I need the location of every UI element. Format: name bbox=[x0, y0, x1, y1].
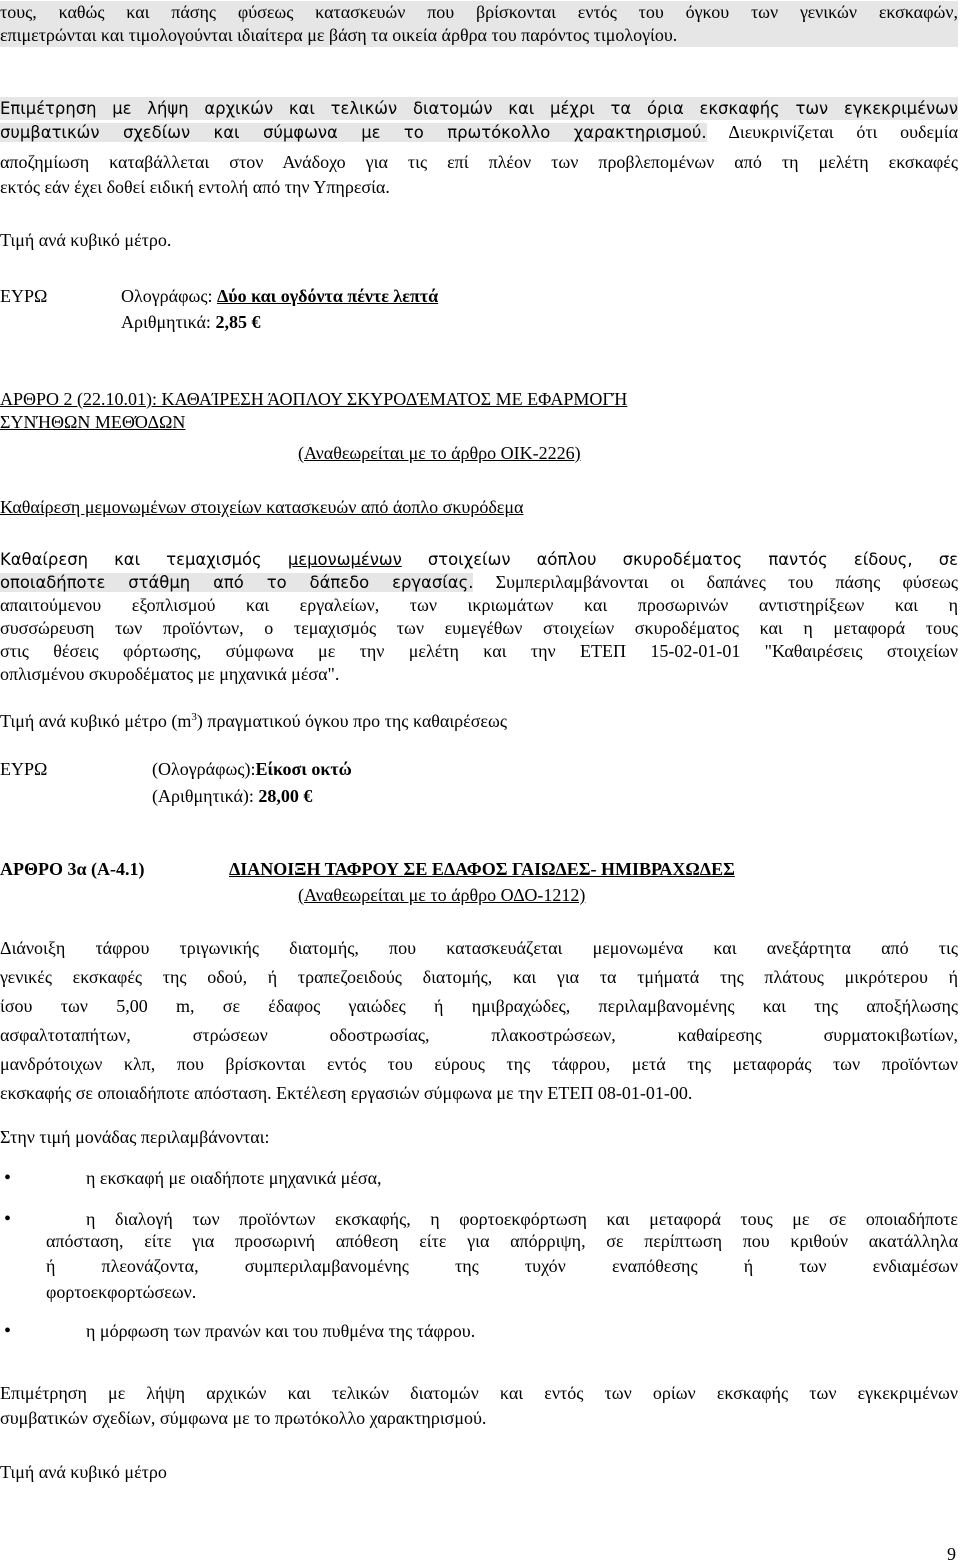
price-number-value: 28,00 bbox=[258, 786, 299, 806]
text: συσσώρευση των προϊόντων, ο τεμαχισμός των ευμεγέθων στοιχείων σκυροδέματος και η μεταφορά τους bbox=[0, 618, 958, 638]
article-3-measure-line-2: συμβατικών σχεδίων, σύμφωνα με το πρωτόκολλο χαρακτηρισμού. bbox=[0, 1408, 487, 1428]
bullet-item-2-line-3 bbox=[46, 1255, 958, 1278]
article-3-body-line-1 bbox=[0, 937, 958, 960]
bullet-item-2-line-2 bbox=[46, 1230, 958, 1253]
price-unit-1: Τιμή ανά κυβικό μέτρο. bbox=[0, 230, 172, 250]
label: (Ολογράφως): bbox=[152, 759, 256, 779]
article-2-reference: (Αναθεωρείται με το άρθρο ΟΙΚ-2226) bbox=[298, 443, 581, 463]
heading-text: ΣΥΝΉΘΩΝ ΜΕΘΌΔΩΝ bbox=[0, 412, 186, 432]
price-words-2 bbox=[152, 758, 352, 781]
text: Καθαίρεση και τεμαχισμός bbox=[0, 550, 288, 569]
euro-icon: € bbox=[251, 312, 261, 332]
article-2-body-line-4 bbox=[0, 617, 958, 640]
price-number-value: 2,85 bbox=[215, 312, 247, 332]
text-line: αποζημίωση καταβάλλεται στον Ανάδοχο για τις επί πλέον των προβλεπομένων από τη μελέτη εκσκαφές bbox=[0, 152, 958, 172]
article-3-body-line-3 bbox=[0, 995, 958, 1018]
article-2-body-line-2 bbox=[0, 571, 958, 594]
price-unit-2 bbox=[0, 706, 507, 733]
price-words-value: Δύο και ογδόντα πέντε λεπτά bbox=[216, 286, 439, 306]
bullet-item-3: η μόρφωση των πρανών και του πυθμένα της τάφρου. bbox=[86, 1321, 476, 1341]
bullet-item-1: η εκσκαφή με οιαδήποτε μηχανικά μέσα, bbox=[86, 1168, 382, 1188]
article-2-heading bbox=[0, 388, 627, 434]
price-number-1 bbox=[121, 311, 260, 334]
text-line: Διευκρινίζεται ότι ουδεμία bbox=[706, 122, 958, 142]
article-3-body-line-6 bbox=[0, 1082, 958, 1105]
measurement-line-1 bbox=[0, 97, 958, 120]
article-3-body-line-5 bbox=[0, 1053, 958, 1076]
text: οπλισμένου σκυροδέματος με μηχανικά μέσα". bbox=[0, 664, 340, 684]
label: (Αριθμητικά): bbox=[152, 786, 259, 806]
text: Επιμέτρηση με λήψη αρχικών και τελικών διατομών και εντός των ορίων εκσκαφής των εγκεκριμένων bbox=[0, 1383, 958, 1403]
article-3-reference: (Αναθεωρείται με το άρθρο ΟΔΟ-1212) bbox=[298, 885, 586, 905]
label: Αριθμητικά: bbox=[121, 312, 216, 332]
text: Τιμή ανά κυβικό μέτρο (m bbox=[0, 711, 192, 731]
heading-line-2 bbox=[0, 411, 627, 434]
text: η διαλογή των προϊόντων εκσκαφής, η φορτοεκφόρτωση και μεταφορά τους με σε οποιαδήποτε bbox=[86, 1209, 958, 1229]
bullet-icon: • bbox=[4, 1208, 12, 1230]
text-line: τους, καθώς και πάσης φύσεως κατασκευών που βρίσκονται εντός του όγκου των γενικών εκσκαφών, bbox=[0, 2, 958, 22]
price-words-1 bbox=[121, 285, 438, 308]
currency-label-1: ΕΥΡΩ bbox=[0, 286, 48, 306]
text: μανδρότοιχων κλπ, που βρίσκονται εντός του εύρους της τάφρου, μετά της μεταφοράς των προϊόντων bbox=[0, 1054, 958, 1074]
bullet-icon: • bbox=[4, 1320, 12, 1342]
text: Συμπεριλαμβάνονται οι δαπάνες του πάσης φύσεως bbox=[473, 572, 958, 592]
text: εκσκαφής σε οποιαδήποτε απόσταση. Εκτέλεση εργασιών σύμφωνα με την ΕΤΕΠ 08-01-01-00. bbox=[0, 1083, 693, 1103]
page-number: 9 bbox=[947, 1544, 956, 1564]
bullet-item-2-line-1 bbox=[86, 1208, 958, 1231]
article-2-subtitle: Καθαίρεση μεμονωμένων στοιχείων κατασκευών από άοπλο σκυρόδεμα bbox=[0, 497, 524, 517]
text-highlight: οποιαδήποτε στάθμη από το δάπεδο εργασίας. bbox=[0, 573, 474, 592]
text-underlined: μεμονωμένων bbox=[287, 550, 402, 569]
text: απόσταση, είτε για προσωρινή απόθεση είτε για απόρριψη, σε περίπτωση που κριθούν ακατάλληλα bbox=[46, 1231, 958, 1251]
continuation-line-2 bbox=[0, 24, 958, 47]
price-words-value: Είκοσι οκτώ bbox=[255, 759, 352, 779]
text: στοιχείων αόπλου σκυροδέματος παντός είδους, σε bbox=[401, 550, 958, 569]
price-unit-3: Τιμή ανά κυβικό μέτρο bbox=[0, 1462, 167, 1482]
article-2-body-line-1 bbox=[0, 548, 958, 571]
text-line: εκτός εάν έχει δοθεί ειδική εντολή από την Υπηρεσία. bbox=[0, 177, 390, 197]
article-3-body-line-4 bbox=[0, 1024, 958, 1047]
text-line: επιμετρώνται και τιμολογούνται ιδιαίτερα με βάση τα οικεία άρθρα του παρόντος τιμολογίου. bbox=[0, 25, 678, 45]
price-number-2 bbox=[152, 785, 312, 808]
text: ίσου των 5,00 m, σε έδαφος γαιώδες ή ημιβραχώδες, περιλαμβανομένης και της αποξήλωσης bbox=[0, 996, 958, 1016]
text: ασφαλτοταπήτων, στρώσεων οδοστρωσίας, πλακοστρώσεων, καθαίρεσης συρματοκιβωτίων, bbox=[0, 1025, 958, 1045]
article-2-body-line-6 bbox=[0, 663, 958, 686]
label: Ολογράφως: bbox=[121, 286, 217, 306]
euro-icon: € bbox=[303, 786, 313, 806]
text: στις θέσεις φόρτωσης, σύμφωνα με την μελέτη και την ΕΤΕΠ 15-02-01-01 "Καθαιρέσεις στοιχείων bbox=[0, 641, 958, 661]
bullet-icon: • bbox=[4, 1167, 12, 1189]
article-3-title: ΔΙΑΝΟΙΞΗ ΤΑΦΡΟΥ ΣΕ ΕΔΑΦΟΣ ΓΑΙΩΔΕΣ- ΗΜΙΒΡΑΧΩΔΕΣ bbox=[229, 859, 735, 879]
measurement-line-3 bbox=[0, 151, 958, 174]
text: ) πραγματικού όγκου προ της καθαιρέσεως bbox=[196, 711, 507, 731]
text: ή πλεονάζοντα, συμπεριλαμβανομένης της τυχόν εναπόθεσης ή των ενδιαμέσων bbox=[46, 1256, 958, 1276]
measurement-line-4 bbox=[0, 176, 958, 199]
article-3-measure-line-1 bbox=[0, 1382, 958, 1405]
currency-label-2: ΕΥΡΩ bbox=[0, 759, 48, 779]
measurement-line-2 bbox=[0, 121, 958, 144]
text-line-highlight: συμβατικών σχεδίων και σύμφωνα με το πρωτόκολλο χαρακτηρισμού. bbox=[0, 123, 707, 142]
article-3-code: ΑΡΘΡΟ 3α (Α-4.1) bbox=[0, 859, 145, 879]
text: γενικές εκσκαφές της οδού, ή τραπεζοειδούς διατομής, και για τα τμήματά της πλάτους μικρότερου ή bbox=[0, 967, 958, 987]
article-2-body-line-3 bbox=[0, 594, 958, 617]
continuation-line-1 bbox=[0, 1, 958, 24]
bullet-item-2-line-4: φορτοεκφορτώσεων. bbox=[46, 1282, 197, 1302]
text: απαιτούμενου εξοπλισμού και εργαλείων, των ικριωμάτων και προσωρινών αντιστηρίξεων και η bbox=[0, 595, 958, 615]
text-line: Επιμέτρηση με λήψη αρχικών και τελικών διατομών και μέχρι τα όρια εκσκαφής των εγκεκριμένων bbox=[0, 99, 958, 118]
heading-line-1 bbox=[0, 388, 627, 411]
text: Διάνοιξη τάφρου τριγωνικής διατομής, που κατασκευάζεται μεμονωμένα και ανεξάρτητα από τις bbox=[0, 938, 958, 958]
article-3-body-line-2 bbox=[0, 966, 958, 989]
superscript: 3 bbox=[191, 711, 197, 723]
heading-text: ΑΡΘΡΟ 2 (22.10.01): ΚΑΘΑΊΡΕΣΗ ΆΟΠΛΟΥ ΣΚΥΡΟΔΈΜΑΤΟΣ ΜΕ ΕΦΑΡΜΟΓΉ bbox=[0, 389, 628, 409]
includes-label: Στην τιμή μονάδας περιλαμβάνονται: bbox=[0, 1127, 270, 1147]
article-2-body-line-5 bbox=[0, 640, 958, 663]
